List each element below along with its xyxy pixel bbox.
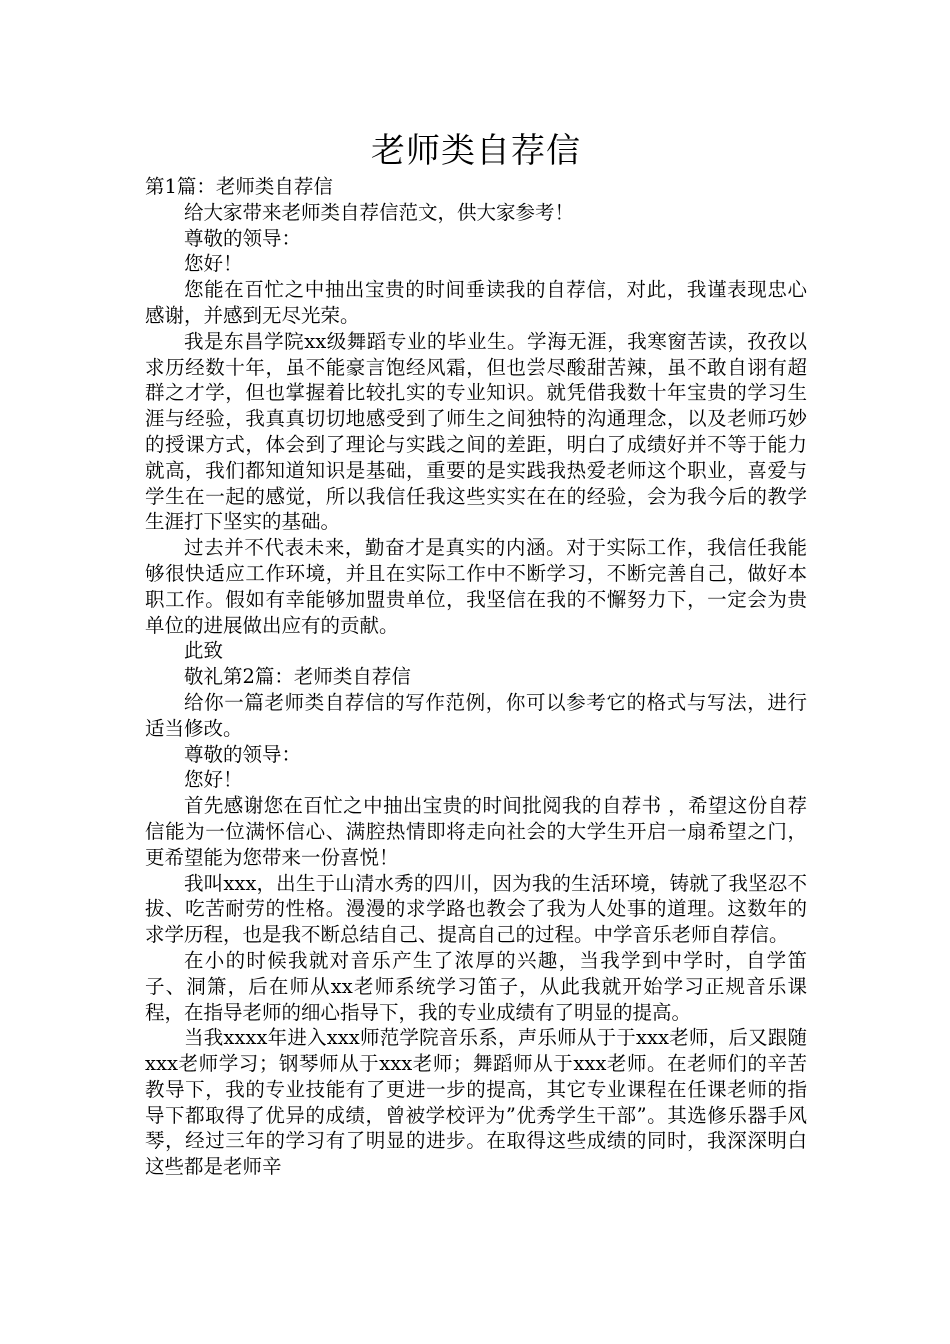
document-body: [145, 174, 807, 1180]
paragraph: 第1篇：老师类自荐信: [145, 175, 333, 198]
paragraph: 敬礼第2篇：老师类自荐信: [184, 665, 411, 689]
paragraph: 当我xxxx年进入xxx师范学院音乐系，声乐师从于于xxx老师，后又跟随xxx老师学习；钢琴师从于xxx老师；舞蹈师从于xxx老师。在老师们的辛苦教导下，我的专业技能有了更进一步的提高，其它专业课程在任课老师的指导下都取得了优异的成绩，曾被学校评为”优秀学生干部”。其选修乐器手风琴，经过三年的学习有了明显的进步。在取得这些成绩的同时，我深深明白这些都是老师辛: [145, 1026, 807, 1179]
paragraph: 过去并不代表未来，勤奋才是真实的内涵。对于实际工作，我信任我能够很快适应工作环境，并且在实际工作中不断学习，不断完善自己，做好本职工作。假如有幸能够加盟贵单位，我坚信在我的不懈努力下，一定会为贵单位的进展做出应有的贡献。: [145, 536, 807, 637]
paragraph: 此致: [184, 639, 224, 663]
paragraph: 给大家带来老师类自荐信范文，供大家参考！: [184, 200, 575, 224]
paragraph: 给你一篇老师类自荐信的写作范例，你可以参考它的格式与写法，进行适当修改。: [145, 690, 807, 740]
paragraph: 我叫xxx，出生于山清水秀的四川，因为我的生活环境，铸就了我坚忍不拔、吃苦耐劳的性格。漫漫的求学路也教会了我为人处事的道理。这数年的求学历程，也是我不断总结自己、提高自己的过程。中学音乐老师自荐信。: [145, 871, 807, 947]
paragraph: 您好！: [184, 252, 243, 276]
paragraph: 尊敬的领导：: [184, 226, 302, 250]
paragraph: 首先感谢您在百忙之中抽出宝贵的时间批阅我的自荐书 ，希望这份自荐信能为一位满怀信心、满腔热情即将走向社会的大学生开启一扇希望之门，更希望能为您带来一份喜悦！: [145, 794, 807, 869]
paragraph: 我是东昌学院xx级舞蹈专业的毕业生。学海无涯，我寒窗苦读，孜孜以求历经数十年，虽不能豪言饱经风霜，但也尝尽酸甜苦辣，虽不敢自诩有超群之才学，但也掌握着比较扎实的专业知识。就凭借我数十年宝贵的学习生涯与经验，我真真切切地感受到了师生之间独特的沟通理念，以及老师巧妙的授课方式，体会到了理论与实践之间的差距，明白了成绩好并不等于能力就高，我们都知道知识是基础，重要的是实践我热爱老师这个职业，喜爱与学生在一起的感觉，所以我信任我这些实实在在的经验，会为我今后的教学生涯打下坚实的基础。: [145, 329, 807, 534]
paragraph: 尊敬的领导：: [184, 742, 302, 766]
paragraph: 在小的时候我就对音乐产生了浓厚的兴趣，当我学到中学时，自学笛子、洞箫，后在师从xx老师系统学习笛子，从此我就开始学习正规音乐课程，在指导老师的细心指导下，我的专业成绩有了明显的提高。: [145, 948, 807, 1024]
paragraph: 您能在百忙之中抽出宝贵的时间垂读我的自荐信，对此，我谨表现忠心感谢，并感到无尽光荣。: [145, 278, 807, 327]
paragraph: 您好！: [184, 768, 243, 792]
document-page: [145, 128, 807, 1180]
document-title: 老师类自荐信: [371, 131, 581, 171]
